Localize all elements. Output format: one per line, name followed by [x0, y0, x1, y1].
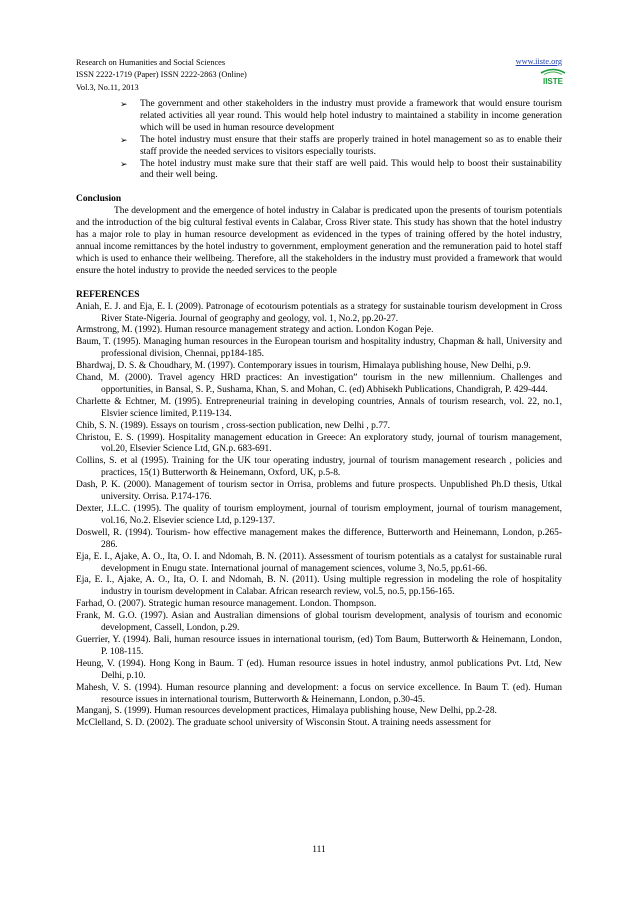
list-item: ➢ The hotel industry must ensure that their staffs are properly trained in hotel management so as to enable their staff provide the needed services to visitors especially tourists.: [120, 134, 562, 157]
arrow-bullet-icon: ➢: [120, 158, 128, 169]
reference-entry: Collins, S. et al (1995). Training for the UK tour operating industry, journal of tourism management research , policies and practices, 15(1) Butterworth & Heinemann, Oxford, UK, p.5-8.: [76, 456, 562, 479]
reference-entry: Armstrong, M. (1992). Human resource management strategy and action. London Kogan Peje.: [76, 325, 434, 336]
reference-entry: Aniah, E. J. and Eja, E. I. (2009). Patronage of ecotourism potentials as a strategy for sustainable tourism development in Cross River State-Nigeria. Journal of geography and geology, vol. 1, No.2, pp.20-27.: [76, 301, 562, 324]
conclusion-paragraph: The development and the emergence of hotel industry in Calabar is predicated upon the presents of tourism potentials and the introduction of the big cultural festival events in Calabar, Cross River state. This study has shown that the hotel industry has a major role to play in human resource development as evidenced in the types of training offered by the hotel industry, annual income remittances by the hotel industry to government, employment generation and the remuneration paid to hotel staff which is used to enhance their wellbeing. Therefore, all the stakeholders in the industry must provided a framework that would ensure the hotel industry to provide the needed services to the people: [76, 206, 562, 276]
arrow-bullet-icon: ➢: [120, 99, 128, 109]
list-item: ➢ The government and other stakeholders in the industry must provide a framework that would ensure tourism related activities all year round. This would help hotel industry to maintained a stability in income generation which will be used in human resource development: [120, 99, 562, 133]
journal-url-link[interactable]: www.iiste.org: [515, 57, 562, 66]
issn-line: ISSN 2222-1719 (Paper) ISSN 2222-2863 (Online): [76, 70, 247, 80]
reference-entry: Chib, S. N. (1989). Essays on tourism , cross-section publication, new Delhi , p.77.: [76, 420, 391, 431]
logo-text: IISTE: [542, 77, 564, 86]
reference-entry: Guerrier, Y. (1994). Bali, human resource issues in international tourism, (ed) Tom Baum, Butterworth & Heinemann, London, P. 108-115.: [76, 634, 562, 657]
reference-entry: Frank, M. G.O. (1997). Asian and Australian dimensions of global tourism development, analysis of tourism and economic development, Cassell, London, p.29.: [76, 611, 562, 634]
reference-entry: Doswell, R. (1994). Tourism- how effective management makes the difference, Butterworth and Heinemann, London, p.265-286.: [76, 527, 562, 550]
running-header: [76, 57, 476, 94]
reference-entry: Mahesh, V. S. (1994). Human resource planning and development: a focus on service excellence. In Baum T. (ed). Human resource issues in international tourism, Butterworth & Heinemann, London, p.30-45.: [76, 682, 562, 705]
reference-entry: Chand, M. (2000). Travel agency HRD practices: An investigation” tourism in the new millennium. Challenges and opportunities, in Bansal, S. P., Sushama, Khan, S. and Mohan, C. (ed) Abhisekh Publications, Chandigrah, P. 429-444.: [76, 373, 562, 395]
arrow-bullet-icon: ➢: [120, 134, 128, 145]
reference-entry: Eja, E. I., Ajake, A. O., Ita, O. I. and Ndomah, B. N. (2011). Using multiple regression in modeling the role of hospitality industry in tourism development in Calabar. African research review, vol.5, no.5, pp.156-165.: [76, 575, 562, 598]
reference-entry: Christou, E. S. (1999). Hospitality management education in Greece: An exploratory study, journal of tourism management, vol.20, Elsevier Science Ltd, GN.p. 683-691.: [76, 432, 562, 455]
conclusion-heading: Conclusion: [76, 194, 122, 205]
page-number: 111: [312, 845, 326, 855]
reference-entry: Eja, E. I., Ajake, A. O., Ita, O. I. and Ndomah, B. N. (2011). Assessment of tourism potentials as a catalyst for sustainable rural development in Enugu state. International journal of management sciences, volume 3, No.5, pp.61-66.: [76, 551, 562, 574]
journal-title: Research on Humanities and Social Sciences: [76, 58, 226, 67]
reference-entry: McClelland, S. D. (2002). The graduate school university of Wisconsin Stout. A training needs assessment for: [76, 718, 491, 729]
reference-entry: Dash, P. K. (2000). Management of tourism sector in Orrisa, problems and future prospects. Unpublished Ph.D thesis, Utkal university. Orrisa. P.174-176.: [76, 480, 562, 503]
body-text: [76, 99, 562, 730]
reference-list: [76, 302, 562, 731]
iiste-logo: [538, 67, 568, 86]
volume-line: Vol.3, No.11, 2013: [76, 82, 139, 92]
reference-entry: Baum, T. (1995). Managing human resources in the European tourism and hospitality industry, Chapman & hall, University and professional division, Chennai, pp184-185.: [76, 337, 562, 360]
references-heading: REFERENCES: [76, 289, 140, 300]
reference-entry: Farhad, O. (2007). Strategic human resource management. London. Thompson.: [76, 599, 377, 610]
reference-entry: Dexter, J.L.C. (1995). The quality of tourism employment, journal of tourism employment, journal of tourism management, vol.16, No.2. Elsevier science Ltd, p.129-137.: [76, 504, 562, 526]
list-item: ➢ The hotel industry must make sure that their staff are well paid. This would help to boost their sustainability and their well being.: [120, 158, 562, 181]
reference-entry: Heung, V. (1994). Hong Kong in Baum. T (ed). Human resource issues in hotel industry, anmol publications Pvt. Ltd, New Delhi, p.10.: [76, 658, 562, 681]
recommendation-list: [76, 99, 562, 182]
reference-entry: Manganj, S. (1999). Human resources development practices, Himalaya publishing house, New Delhi, pp.2-28.: [76, 706, 497, 717]
reference-entry: Bhardwaj, D. S. & Choudhary, M. (1997). Contemporary issues in tourism, Himalaya publishing house, New Delhi, p.9.: [76, 361, 531, 372]
reference-entry: Charlette & Echtner, M. (1995). Entrepreneurial training in developing countries, Annals of tourism research, vol. 22, no.1, Elsvier science limited, P.119-134.: [76, 396, 562, 419]
